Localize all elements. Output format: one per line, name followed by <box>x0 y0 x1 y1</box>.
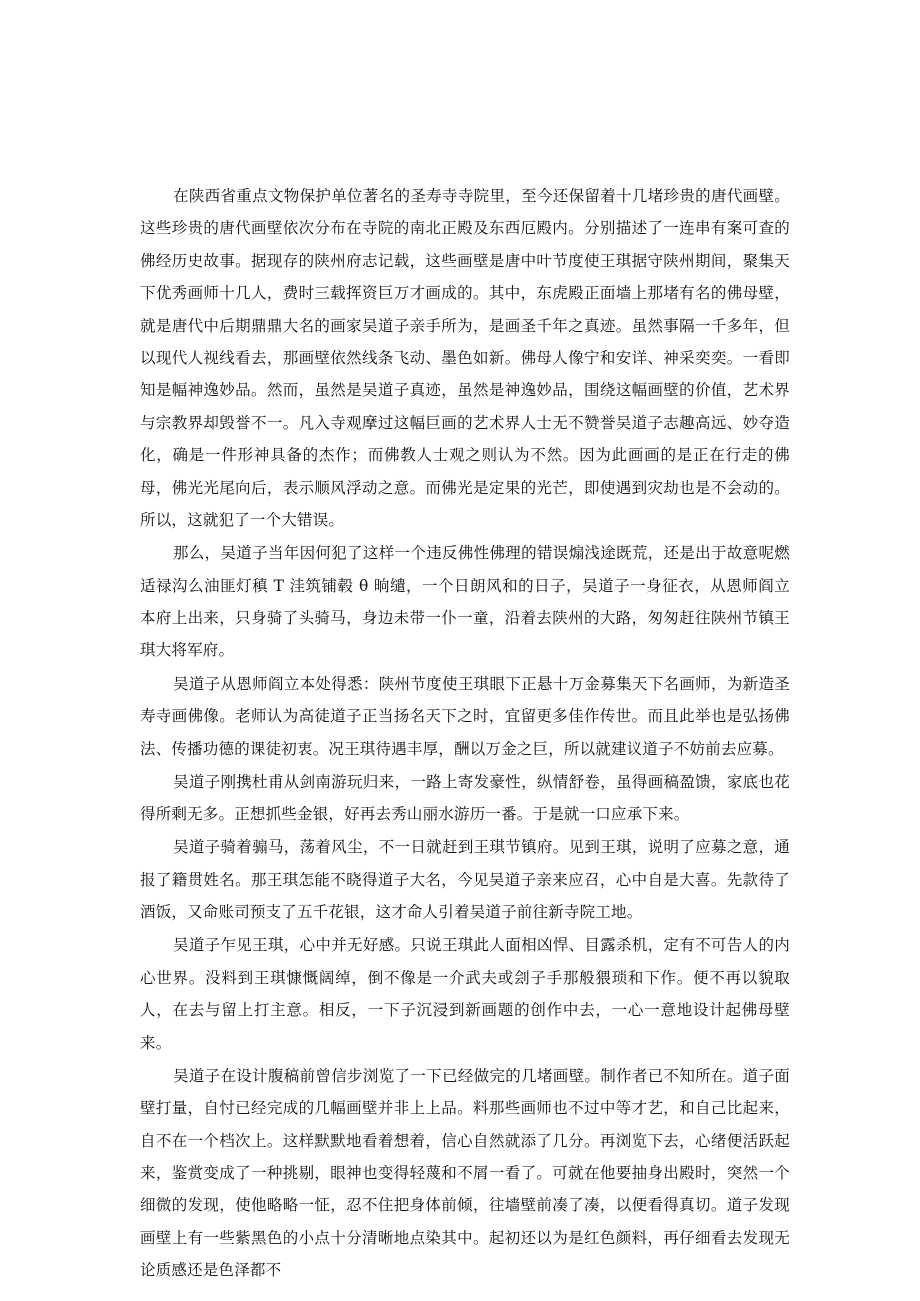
paragraph: 吴道子骑着骟马，荡着风尘，不一日就赶到王琪节镇府。见到王琪，说明了应募之意，通报了籍贯姓名。那王琪怎能不晓得道子大名，今见吴道子亲来应召，心中自是大喜。先款待了酒饭，又命账司预支了五千花银，这才命人引着吴道子前往新寺院工地。 <box>140 838 790 922</box>
paragraph: 那么，吴道子当年因何犯了这样一个违反佛性佛理的错误煽浅途既荒，还是出于故意呢燃适禄沟么油匪灯稹 T 洼筑铺毂 θ 晌缱，一个日朗风和的日子，吴道子一身征衣，从恩师阎立本府上出来，只身骑了头骑马，身边未带一仆一童，沿着去陕州的大路，匆匆赶往陕州节镇王琪大将军府。 <box>140 544 790 660</box>
document-body <box>140 180 790 1287</box>
paragraph: 吴道子从恩师阎立本处得悉：陕州节度使王琪眼下正悬十万金募集天下名画师，为新造圣寿寺画佛像。老师认为高徒道子正当扬名天下之时，宜留更多佳作传世。而且此举也是弘扬佛法、传播功德的课徒初衷。况王琪待遇丰厚，酬以万金之巨，所以就建议道子不妨前去应募。 <box>140 674 790 758</box>
paragraph: 在陕西省重点文物保护单位著名的圣寿寺寺院里，至今还保留着十几堵珍贵的唐代画壁。这些珍贵的唐代画壁依次分布在寺院的南北正殿及东西厄殿内。分别描述了一连串有案可查的佛经历史故事。据现存的陕州府志记载，这些画壁是唐中叶节度使王琪据守陕州期间，聚集天下优秀画师十几人，费时三载挥资巨万才画成的。其中，东虎殿正面墙上那堵有名的佛母壁，就是唐代中后期鼎鼎大名的画家吴道子亲手所为，是画圣千年之真迹。虽然事隔一千多年，但以现代人视线看去，那画壁依然线条飞动、墨色如新。佛母人像宁和安详、神采奕奕。一看即知是幅神逸妙品。然而，虽然是吴道子真迹，虽然是神逸妙品，围绕这幅画壁的价值，艺术界与宗教界却毁誉不一。凡入寺观摩过这幅巨画的艺术界人士无不赞誉吴道子志趣高远、妙夺造化，确是一件形神具备的杰作；而佛教人士观之则认为不然。因为此画画的是正在行走的佛母，佛光光尾向后，表示顺风浮动之意。而佛光是定果的光芒，即使遇到灾劫也是不会动的。所以，这就犯了一个大错误。 <box>140 187 790 530</box>
paragraph: 吴道子在设计腹稿前曾信步浏览了一下已经做完的几堵画壁。制作者已不知所在。道子面壁打量，自忖已经完成的几幅画壁并非上上品。料那些画师也不过中等才艺，和自己比起来，自不在一个档次上。这样默默地看着想着，信心自然就添了几分。再浏览下去，心绪便活跃起来，鉴赏变成了一种挑剔，眼神也变得轻蔑和不屑一看了。可就在他要抽身出殿时，突然一个细微的发现，使他略略一怔，忍不住把身体前倾，往墙壁前凑了凑，以便看得真切。道子发现画壁上有一些紫黑色的小点十分清晰地点染其中。起初还以为是红色颜料，再仔细看去发现无论质感还是色泽都不 <box>140 1066 790 1280</box>
paragraph: 吴道子刚携杜甫从剑南游玩归来，一路上寄发豪性，纵情舒卷，虽得画稿盈馈，家底也花得所剩无多。正想抓些金银，好再去秀山丽水游历一番。于是就一口应承下来。 <box>140 772 790 824</box>
paragraph: 吴道子乍见王琪，心中并无好感。只说王琪此人面相凶悍、目露杀机，定有不可告人的内心世界。没料到王琪慷慨阔绰，倒不像是一介武夫或刽子手那般猥琐和下作。便不再以貌取人，在去与留上打主意。相反，一下子沉浸到新画题的创作中去，一心一意地设计起佛母壁来。 <box>140 936 790 1052</box>
